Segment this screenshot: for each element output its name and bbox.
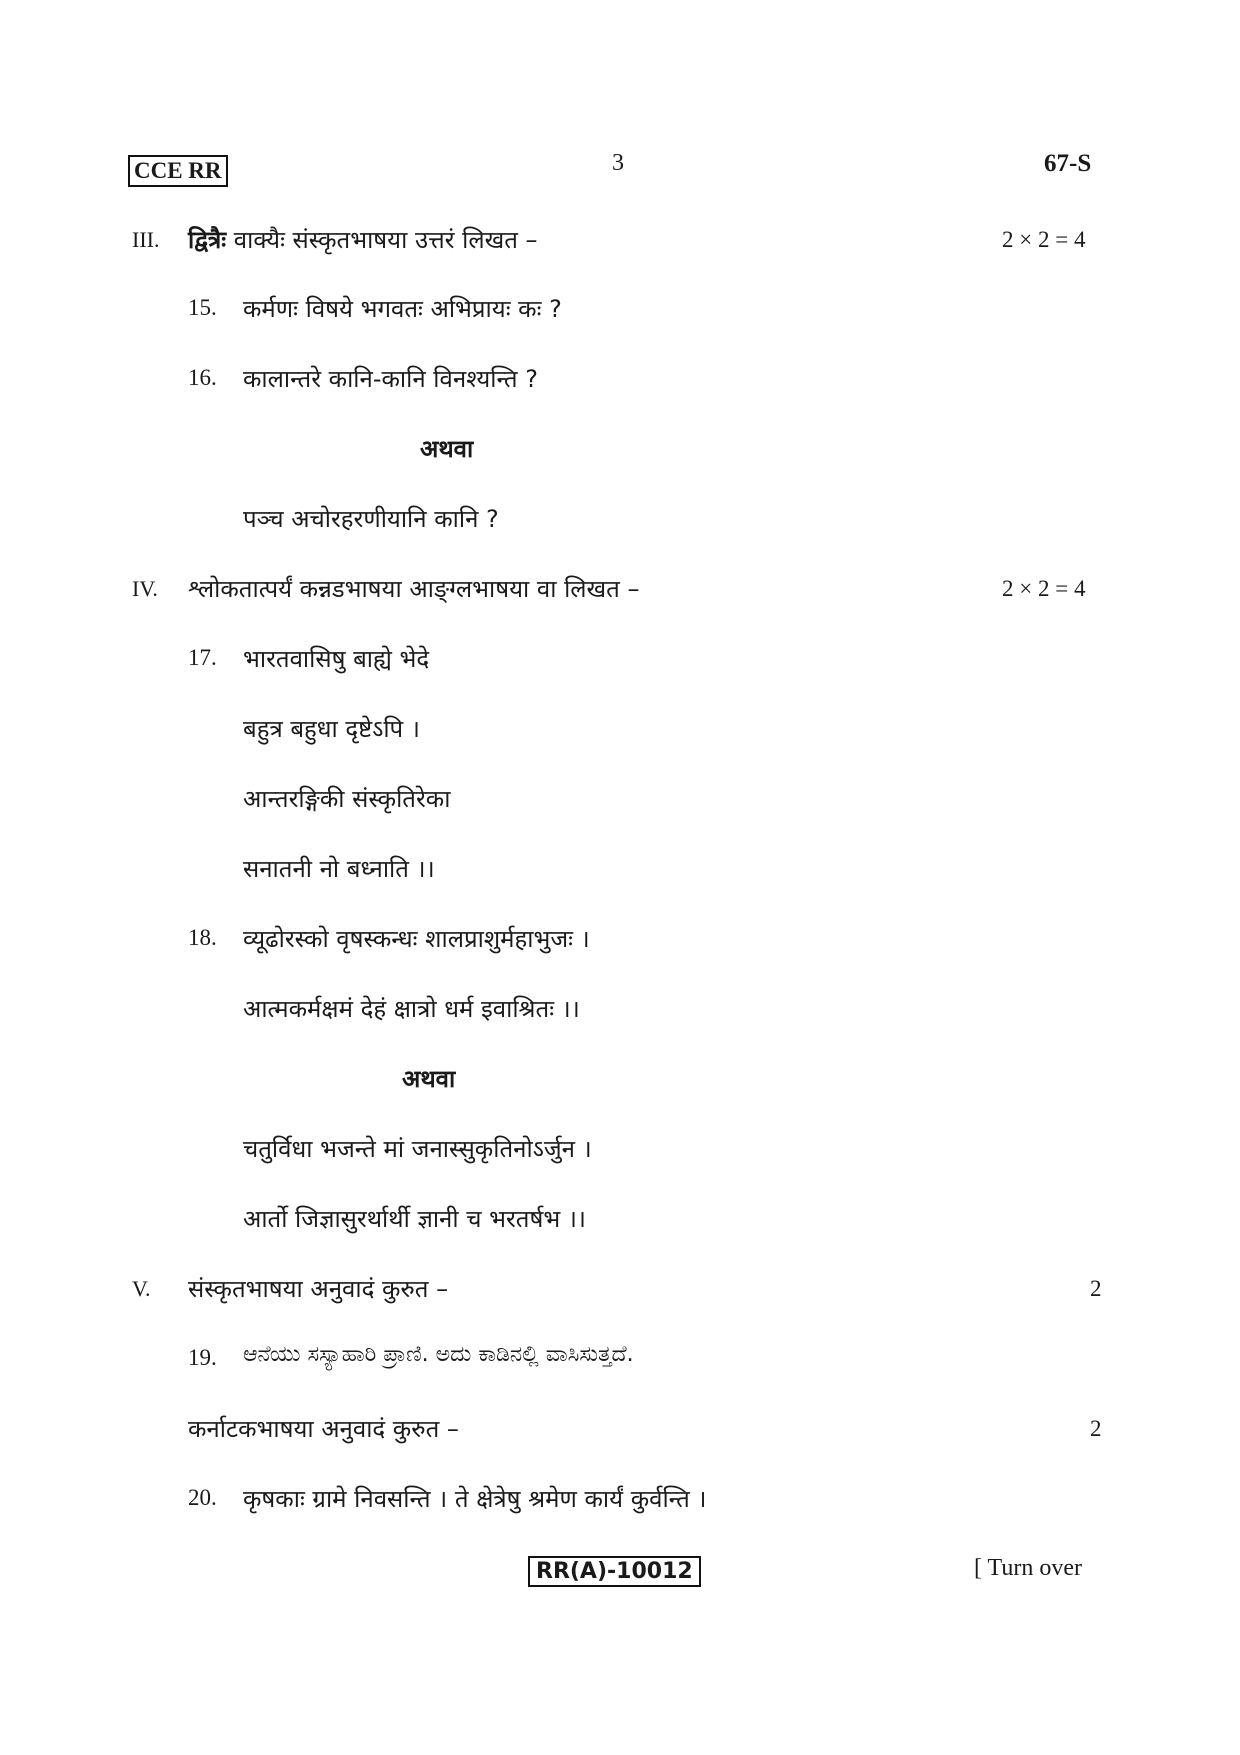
- q20-number: 20.: [188, 1485, 217, 1510]
- q16-number: 16.: [188, 365, 217, 390]
- section-iv-numeral: IV.: [132, 576, 158, 601]
- q15-number: 15.: [188, 295, 217, 320]
- turn-over-note: [ Turn over: [974, 1555, 1083, 1581]
- section-iii-alt: पञ्च अचोरहरणीयानि कानि ?: [243, 505, 499, 533]
- q19-number: 19.: [188, 1345, 217, 1370]
- section-v-numeral: V.: [132, 1276, 151, 1301]
- section-v-marks: 2: [1090, 1276, 1102, 1301]
- q18-line: व्यूढोरस्को वृषस्कन्धः शालप्राशुर्महाभुजः ।: [243, 925, 590, 953]
- section-iv-instruction: श्लोकतात्पर्यं कन्नडभाषया आङ्ग्लभाषया वा लिखत –: [188, 575, 640, 603]
- header-code-box: CCE RR: [128, 155, 228, 187]
- section-v-instruction-2: कर्नाटकभाषया अनुवादं कुरुत –: [188, 1415, 459, 1443]
- paper-code: 67-S: [1044, 150, 1092, 177]
- section-iii-or: अथवा: [420, 435, 474, 463]
- section-iv-or: अथवा: [402, 1065, 456, 1093]
- q19-text: ಆನೆಯು ಸಸ್ಯಾಹಾರಿ ಪ್ರಾಣಿ. ಅದು ಕಾಡಿನಲ್ಲಿ ವಾಸಿಸುತ್ತದೆ.: [243, 1342, 634, 1367]
- section-v-marks-2: 2: [1090, 1416, 1102, 1441]
- section-iii-instruction-text: वाक्यैः संस्कृतभाषया उत्तरं लिखत –: [226, 226, 538, 254]
- q16-text: कालान्तरे कानि-कानि विनश्यन्ति ?: [243, 365, 538, 393]
- section-iii-instruction: [188, 223, 538, 256]
- q17-line: सनातनी नो बध्नाति ।।: [243, 855, 435, 883]
- section-iv-marks: 2 × 2 = 4: [1002, 576, 1086, 601]
- section-iv-alt-line: आर्तो जिज्ञासुरर्थार्थी ज्ञानी च भरतर्षभ ।।: [243, 1205, 587, 1233]
- section-iii-marks: 2 × 2 = 4: [1002, 227, 1086, 252]
- page-number: 3: [612, 150, 624, 176]
- section-iv-alt-line: चतुर्विधा भजन्ते मां जनास्सुकृतिनोऽर्जुन ।: [243, 1135, 592, 1163]
- section-v-instruction: संस्कृतभाषया अनुवादं कुरुत –: [188, 1275, 449, 1303]
- q17-line: आन्तरङ्गिकी संस्कृतिरेका: [243, 785, 451, 813]
- footer-code-box: RR(A)-10012: [528, 1556, 701, 1587]
- section-iii-lead: द्वित्रैः: [188, 226, 227, 254]
- q17-line: बहुत्र बहुधा दृष्टेऽपि ।: [243, 715, 420, 743]
- q15-text: कर्मणः विषये भगवतः अभिप्रायः कः ?: [243, 295, 562, 323]
- section-iii-numeral: III.: [132, 227, 160, 252]
- q20-text: कृषकाः ग्रामे निवसन्ति । ते क्षेत्रेषु श्रमेण कार्यं कुर्वन्ति ।: [243, 1485, 707, 1513]
- q17-number: 17.: [188, 645, 217, 670]
- q18-line: आत्मकर्मक्षमं देहं क्षात्रो धर्म इवाश्रितः ।।: [243, 995, 580, 1023]
- q18-number: 18.: [188, 925, 217, 950]
- q17-line: भारतवासिषु बाह्ये भेदे: [243, 645, 430, 673]
